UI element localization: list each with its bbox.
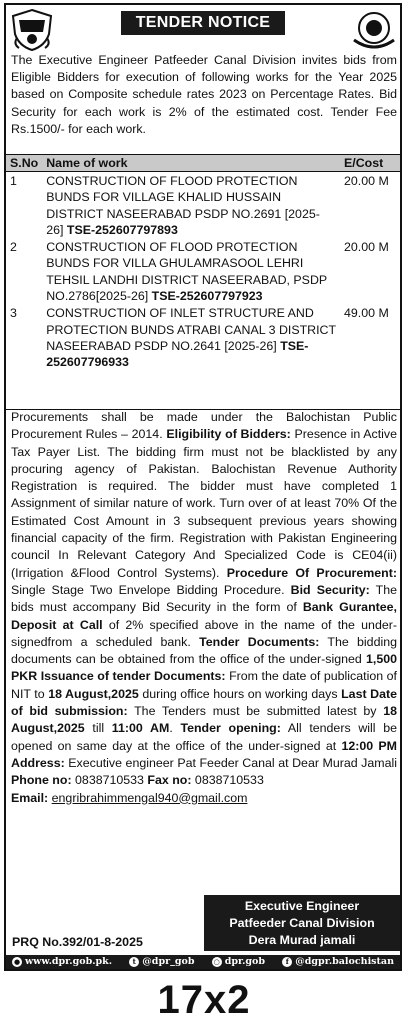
- work-name-text: CONSTRUCTION OF FLOOD PROTECTION BUNDS FOR VILLAGE KHALID HUSSAIN DISTRICT NASEERABAD PSDP NO.2691 [2025-26]: [46, 174, 320, 237]
- instagram-text: dpr.gob: [224, 956, 266, 967]
- procedure-label: Procedure Of Procurement:: [226, 565, 397, 580]
- email-label: Email:: [11, 790, 49, 805]
- procedure-text: Single Stage Two Envelope Bidding Procedure.: [11, 582, 285, 597]
- row-sno: 3: [10, 306, 17, 321]
- row-cost: 20.00 M: [344, 240, 389, 255]
- last-date-text: The Tenders must be submitted latest by: [134, 704, 377, 719]
- footer-twitter[interactable]: [129, 955, 194, 969]
- work-name-text: CONSTRUCTION OF INLET STRUCTURE AND PROTECTION BUNDS ATRABI CANAL 3 DISTRICT NASEERABAD PSDP NO.2641 [2025-26]: [46, 306, 336, 353]
- bid-security-label: Bid Security:: [290, 582, 370, 597]
- col-name-header: Name of work: [42, 155, 340, 172]
- procurement-rules-text: Procurements shall be made under the Balochistan Public Procurement Rules – 2014.: [11, 410, 397, 442]
- tender-notice-frame: [4, 3, 402, 971]
- row-work-name: [42, 238, 340, 304]
- work-name-text: CONSTRUCTION OF FLOOD PROTECTION BUNDS FOR VILLA GHULAMRASOOL LEHRI TEHSIL LANDHI DISTRICT NASEERABAD, PSDP NO.2786[2025-26]: [46, 240, 327, 304]
- instagram-icon: ○: [213, 957, 220, 966]
- tse-code: TSE-252607796933: [46, 338, 309, 370]
- table-row: [6, 238, 400, 304]
- phone-label: Phone no:: [11, 773, 72, 788]
- works-table: [6, 154, 400, 371]
- issuance-label: 1,500 PKR Issuance of tender Documents:: [11, 652, 397, 684]
- eligibility-text: Presence in Active Tax Payer List. The bidding firm must not be blacklisted by any procuring agency of Pakistan. Balochistan Revenue Authority Registration is required. The bidder must have completed 1 Assignment of similar nature of work. Turn over of at least 70% Of the Estimated Cost Amount in 3 subsequent previous years showing financial capacity of the firm. Registration with Pakistan Engineering council In Relevant Category And Specialized Code is CE04(ii) (Irrigation &Flood Control Systems).: [11, 427, 397, 580]
- signature-division: Patfeeder Canal Division: [229, 916, 375, 930]
- intro-paragraph: The Executive Engineer Patfeeder Canal Division invites bids from Eligible Bidders for execution of following works for the Year 2025 based on Composite schedule rates 2023 on Percentage Rates. Bid Security for each work is 2% of the estimated cost. Tender Fee Rs.1500/- for each work.: [11, 53, 397, 136]
- bid-security-text: The bids must accompany Bid Security in the form of: [11, 582, 397, 615]
- last-time: 11:00 AM: [111, 721, 170, 736]
- signature-location: Dera Murad jamali: [248, 933, 356, 947]
- last-date-label: Last Date of bid submission:: [11, 686, 397, 719]
- signature-title: Executive Engineer: [244, 899, 360, 913]
- header: [6, 5, 400, 55]
- col-sno-header: S.No: [6, 155, 42, 172]
- address-label: Address:: [11, 755, 65, 770]
- fax-number: 0838710533: [194, 773, 264, 788]
- fax-label: Fax no:: [147, 773, 192, 788]
- row-cost: 20.00 M: [344, 174, 389, 188]
- bid-security-forms: Bank Gurantee, Deposit at Call: [11, 600, 397, 632]
- terms-paragraph: Procurements shall be made under the Balochistan Public Procurement Rules – 2014. Eligibility of Bidders: Presence in Active Tax Payer List. The bidding firm must not be blacklisted by any procuring agency of Pakistan. Balochistan Revenue Authority Registration is required. The bidder must have completed 1 Assignment of similar nature of work. Turn over of at least 70% Of the Estimated Cost Amount in 3 subsequent previous years showing financial capacity of the firm. Registration with Pakistan Engineering council In Relevant Category And Specialized Code is CE04(ii) (Irrigation &Flood Control Systems). Procedure Of Procurement: Single Stage Two Envelope Bidding Procedure. Bid Security: The bids must accompany Bid Security in the form of Bank Gurantee, Deposit at Call of 2% specified above in the name of the under-signedfrom a scheduled bank. Tender Documents: The bidding documents can be obtained from the office of the under-signed 1,500 PKR Issuance of tender Documents: From the date of publication of NIT to 18 August,2025 during office hours on working days Last Date of bid submission: The Tenders must be submitted latest by 18 August,2025 till 11:00 AM. Tender opening: All tenders will be opened on same day at the office of the under-signed at 12:00 PM Address: Executive engineer Pat Feeder Canal at Dear Murad Jamali Phone no: 0838710533 Fax no: 0838710533 Email: engribrahimmengal940@gmail.com: [11, 410, 398, 805]
- ad-size-label: 17x2: [157, 978, 251, 1022]
- twitter-text: @dpr_gob: [142, 956, 195, 967]
- footer-bar: [6, 955, 400, 969]
- tender-documents-label: Tender Documents:: [199, 634, 320, 649]
- table-row: [6, 304, 400, 370]
- issuance-date: 18 August,2025: [48, 686, 139, 701]
- row-sno: 1: [10, 174, 17, 188]
- row-work-name: [42, 172, 340, 239]
- facebook-text: @dgpr.balochistan: [295, 956, 394, 967]
- department-seal-icon: [351, 8, 397, 52]
- opening-time: 12:00 PM: [341, 738, 397, 753]
- website-text: www.dpr.gob.pk.: [25, 956, 113, 967]
- page-title: TENDER NOTICE: [121, 11, 285, 35]
- issuance-text-2: during office hours on working days: [142, 686, 338, 701]
- last-date: 18 August,2025: [11, 704, 398, 736]
- address-text: Executive engineer Pat Feeder Canal at Dear Murad Jamali: [68, 755, 397, 770]
- email-address[interactable]: engribrahimmengal940@gmail.com: [51, 790, 248, 805]
- prq-number: PRQ No.392/01-8-2025: [12, 935, 143, 949]
- row-sno: 2: [10, 240, 17, 255]
- twitter-icon: t: [129, 957, 139, 967]
- issuance-text: From the date of publication of NIT to: [11, 669, 397, 701]
- row-work-name: [42, 304, 340, 370]
- row-cost: 49.00 M: [344, 306, 389, 321]
- phone-number: 0838710533: [75, 773, 144, 788]
- eligibility-label: Eligibility of Bidders:: [166, 427, 291, 442]
- last-date-till: till: [92, 721, 105, 736]
- tender-opening-text: All tenders will be opened on same day at the office of the under-signed at: [11, 721, 398, 753]
- globe-icon: ●: [13, 957, 21, 966]
- tse-code: TSE-252607797893: [66, 222, 178, 237]
- footer-facebook[interactable]: [282, 955, 394, 969]
- col-cost-header: E/Cost: [340, 155, 400, 172]
- tse-code: TSE-252607797923: [151, 289, 263, 304]
- signature-block: [204, 895, 400, 951]
- table-header-row: [6, 155, 400, 172]
- footer-instagram[interactable]: [212, 955, 265, 969]
- government-emblem-icon: [9, 8, 55, 52]
- bid-security-text-2: of 2% specified above in the name of the under-signedfrom a scheduled bank.: [11, 617, 397, 649]
- tender-opening-label: Tender opening:: [180, 721, 281, 736]
- facebook-icon: f: [282, 957, 292, 967]
- footer-website[interactable]: [12, 955, 112, 969]
- table-row: [6, 172, 400, 239]
- tender-documents-text: The bidding documents can be obtained from the office of the under-signed: [11, 634, 397, 667]
